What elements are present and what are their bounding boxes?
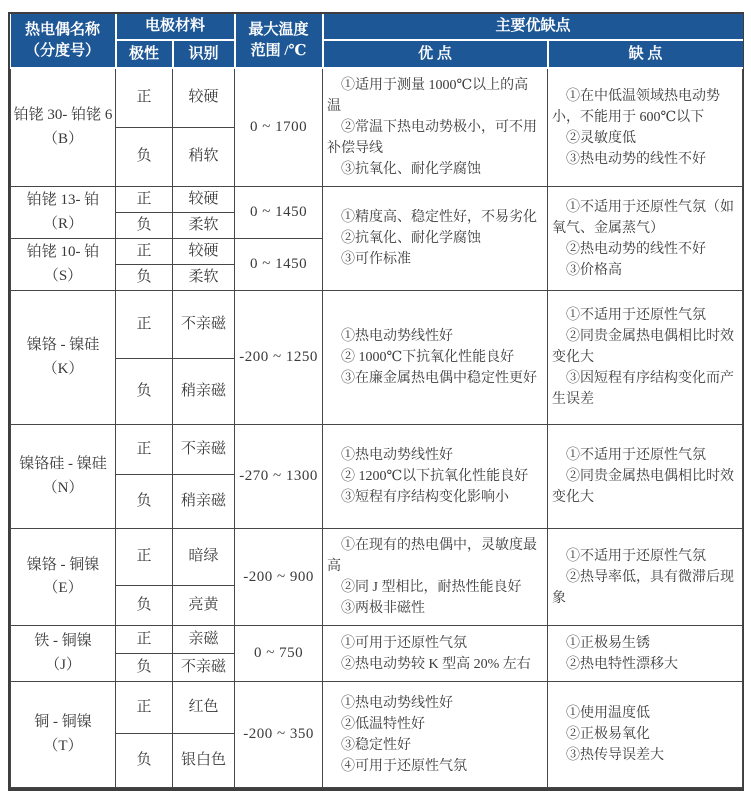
b-pro-1: ①适用于测量 1000℃以上的高温 — [327, 78, 529, 114]
cell-r-neg-identify: 柔软 — [173, 213, 235, 239]
k-name-line2: （K） — [42, 360, 84, 377]
rs-pro-1: ①精度高、稳定性好，不易劣化 — [341, 210, 538, 225]
b-con-3: ③热电动势的线性不好 — [566, 151, 707, 167]
t-con-1: ①使用温度低 — [566, 706, 651, 721]
cell-k-pos-identify: 不亲磁 — [173, 291, 235, 359]
cell-e-neg-identify: 亮黄 — [173, 585, 235, 625]
cell-s-pos-polarity: 正 — [116, 239, 173, 265]
cell-s-pos-identify: 较硬 — [173, 239, 235, 265]
col-header-identify: 识别 — [173, 40, 235, 68]
cell-e-name — [11, 529, 116, 626]
cell-k-temp: -200 ~ 1250 — [235, 291, 323, 425]
cell-b-neg-identify: 稍软 — [173, 127, 235, 186]
e-name-line2: （E） — [43, 580, 83, 596]
row-r-positive — [11, 187, 743, 213]
cell-t-neg-polarity: 负 — [116, 734, 173, 788]
cell-b-pos-polarity: 正 — [116, 68, 173, 127]
cell-e-neg-polarity: 负 — [116, 585, 173, 625]
cell-j-pos-polarity: 正 — [116, 626, 173, 654]
col-header-cons: 缺 点 — [548, 40, 743, 68]
col-header-name — [11, 14, 116, 68]
cell-n-name — [11, 425, 116, 529]
b-con-2: ②灵敏度低 — [566, 130, 637, 146]
j-pro-1: ①可用于还原性气氛 — [341, 635, 468, 651]
b-pro-3: ③抗氧化、耐化学腐蚀 — [341, 162, 482, 177]
cell-n-neg-identify: 稍亲磁 — [173, 475, 235, 529]
rs-pro-2: ②抗氧化、耐化学腐蚀 — [341, 231, 482, 246]
t-pro-3: ③稳定性好 — [341, 737, 412, 753]
cell-k-pros — [323, 291, 548, 425]
rs-pro-3: ③可作标准 — [341, 252, 412, 267]
cell-n-pos-identify: 不亲磁 — [173, 425, 235, 475]
k-con-1: ①不适用于还原性气氛 — [566, 308, 707, 323]
cell-n-cons — [548, 425, 743, 529]
table-header — [11, 14, 743, 68]
row-n-positive — [11, 425, 743, 475]
k-con-3: ③因短程有序结构变化而产生误差 — [552, 371, 735, 407]
col-header-pros: 优 点 — [323, 40, 548, 68]
n-name-line1: 镍铬硅 - 镍硅 — [19, 456, 107, 473]
thermocouple-table — [10, 14, 743, 788]
row-t-positive — [11, 682, 743, 734]
e-pro-3: ③两极非磁性 — [341, 601, 426, 616]
col-header-name-line2: （分度号） — [24, 42, 100, 59]
t-name-line1: 铜 - 铜镍 — [34, 714, 92, 731]
n-pro-2: ② 1200℃以下抗氧化性能良好 — [341, 469, 529, 484]
cell-b-pos-identify: 较硬 — [173, 68, 235, 127]
cell-n-temp: -270 ~ 1300 — [235, 425, 323, 529]
cell-j-temp: 0 ~ 750 — [235, 626, 323, 682]
n-name-line2: （N） — [42, 479, 84, 496]
cell-j-pros — [323, 626, 548, 682]
k-con-2: ②同贵金属热电偶相比时效变化大 — [552, 329, 735, 365]
cell-s-name — [11, 239, 116, 291]
b-name-line2: （B） — [42, 130, 83, 147]
rs-con-2: ②热电动势的线性不好 — [566, 241, 707, 257]
n-pro-1: ①热电动势线性好 — [341, 448, 454, 463]
r-name-line1: 铂铑 13- 铂 — [26, 192, 100, 209]
cell-n-pos-polarity: 正 — [116, 425, 173, 475]
cell-j-pos-identify: 亲磁 — [173, 626, 235, 654]
cell-s-neg-polarity: 负 — [116, 265, 173, 291]
cell-b-cons — [548, 68, 743, 187]
cell-r-pos-identify: 较硬 — [173, 187, 235, 213]
cell-e-cons — [548, 529, 743, 626]
cell-t-temp: -200 ~ 350 — [235, 682, 323, 788]
t-name-line2: （T） — [43, 737, 83, 754]
cell-n-neg-polarity: 负 — [116, 475, 173, 529]
j-con-1: ①正极易生锈 — [566, 635, 651, 651]
e-con-2: ②热导率低，具有微滞后现象 — [552, 569, 735, 606]
cell-t-neg-identify: 银白色 — [173, 734, 235, 788]
cell-j-cons — [548, 626, 743, 682]
cell-k-pos-polarity: 正 — [116, 291, 173, 359]
s-name-line1: 铂铑 10- 铂 — [26, 244, 100, 261]
cell-t-cons — [548, 682, 743, 788]
cell-t-pros — [323, 682, 548, 788]
cell-k-cons — [548, 291, 743, 425]
cell-e-pos-polarity: 正 — [116, 529, 173, 586]
cell-b-neg-polarity: 负 — [116, 127, 173, 186]
t-pro-1: ①热电动势线性好 — [341, 695, 454, 711]
e-name-line1: 镍铬 - 铜镍 — [26, 556, 100, 573]
cell-t-pos-identify: 红色 — [173, 682, 235, 734]
cell-n-pros — [323, 425, 548, 529]
cell-t-name — [11, 682, 116, 788]
cell-r-pos-polarity: 正 — [116, 187, 173, 213]
cell-r-name — [11, 187, 116, 239]
cell-e-pros — [323, 529, 548, 626]
k-pro-1: ①热电动势线性好 — [341, 329, 454, 344]
cell-b-name — [11, 68, 116, 187]
t-con-2: ②正极易氧化 — [566, 727, 651, 742]
col-header-temp — [235, 14, 323, 68]
e-con-1: ①不适用于还原性气氛 — [566, 548, 707, 564]
b-con-1: ①在中低温领域热电动势小，不能用于 600℃以下 — [552, 88, 721, 125]
cell-j-neg-polarity: 负 — [116, 654, 173, 682]
k-pro-3: ③在廉金属热电偶中稳定性更好 — [341, 371, 538, 386]
n-pro-3: ③短程有序结构变化影响小 — [341, 490, 510, 505]
j-name-line2: （J） — [45, 656, 81, 673]
cell-rs-cons — [548, 187, 743, 291]
cell-j-neg-identify: 不亲磁 — [173, 654, 235, 682]
cell-rs-pros — [323, 187, 548, 291]
col-header-name-line1: 热电偶名称 — [24, 22, 100, 39]
cell-r-temp: 0 ~ 1450 — [235, 187, 323, 239]
cell-k-name — [11, 291, 116, 425]
col-header-temp-line2: 范围 /℃ — [250, 42, 307, 59]
cell-t-pos-polarity: 正 — [116, 682, 173, 734]
j-con-2: ②热电特性漂移大 — [566, 656, 679, 672]
cell-b-pros — [323, 68, 548, 187]
j-name-line1: 铁 - 铜镍 — [34, 633, 92, 650]
col-header-polarity: 极性 — [116, 40, 173, 68]
t-pro-4: ④可用于还原性气氛 — [341, 758, 468, 774]
col-header-temp-line1: 最大温度 — [248, 22, 309, 39]
e-pro-1: ①在现有的热电偶中，灵敏度最高 — [327, 538, 538, 574]
k-pro-2: ② 1000℃下抗氧化性能良好 — [341, 350, 515, 365]
rs-con-1: ①不适用于还原性气氛（如氧气、金属蒸气） — [552, 199, 735, 236]
cell-k-neg-polarity: 负 — [116, 359, 173, 425]
cell-s-neg-identify: 柔软 — [173, 265, 235, 291]
cell-s-temp: 0 ~ 1450 — [235, 239, 323, 291]
j-pro-2: ②热电动势较 K 型高 20% 左右 — [341, 656, 531, 672]
k-name-line1: 镍铬 - 镍硅 — [26, 337, 100, 354]
rs-con-3: ③价格高 — [566, 262, 623, 278]
cell-j-name — [11, 626, 116, 682]
row-b-positive — [11, 68, 743, 127]
t-con-3: ③热传导误差大 — [566, 748, 665, 763]
row-j-positive — [11, 626, 743, 654]
e-pro-2: ②同 J 型相比，耐热性能良好 — [341, 580, 522, 595]
col-header-electrode: 电极材料 — [116, 14, 235, 40]
cell-e-pos-identify: 暗绿 — [173, 529, 235, 586]
cell-k-neg-identify: 稍亲磁 — [173, 359, 235, 425]
r-name-line2: （R） — [42, 215, 83, 232]
n-con-1: ①不适用于还原性气氛 — [566, 448, 707, 463]
thermocouple-table-frame — [8, 12, 744, 791]
col-header-pros-cons: 主要优缺点 — [323, 14, 743, 40]
s-name-line2: （S） — [43, 267, 83, 284]
cell-r-neg-polarity: 负 — [116, 213, 173, 239]
t-pro-2: ②低温特性好 — [341, 716, 426, 732]
cell-e-temp: -200 ~ 900 — [235, 529, 323, 626]
row-k-positive — [11, 291, 743, 359]
cell-b-temp: 0 ~ 1700 — [235, 68, 323, 187]
b-pro-2: ②常温下热电动势极小，可不用补偿导线 — [327, 120, 538, 156]
n-con-2: ②同贵金属热电偶相比时效变化大 — [552, 469, 735, 505]
b-name-line1: 铂铑 30- 铂铑 6 — [13, 107, 113, 124]
row-e-positive — [11, 529, 743, 586]
